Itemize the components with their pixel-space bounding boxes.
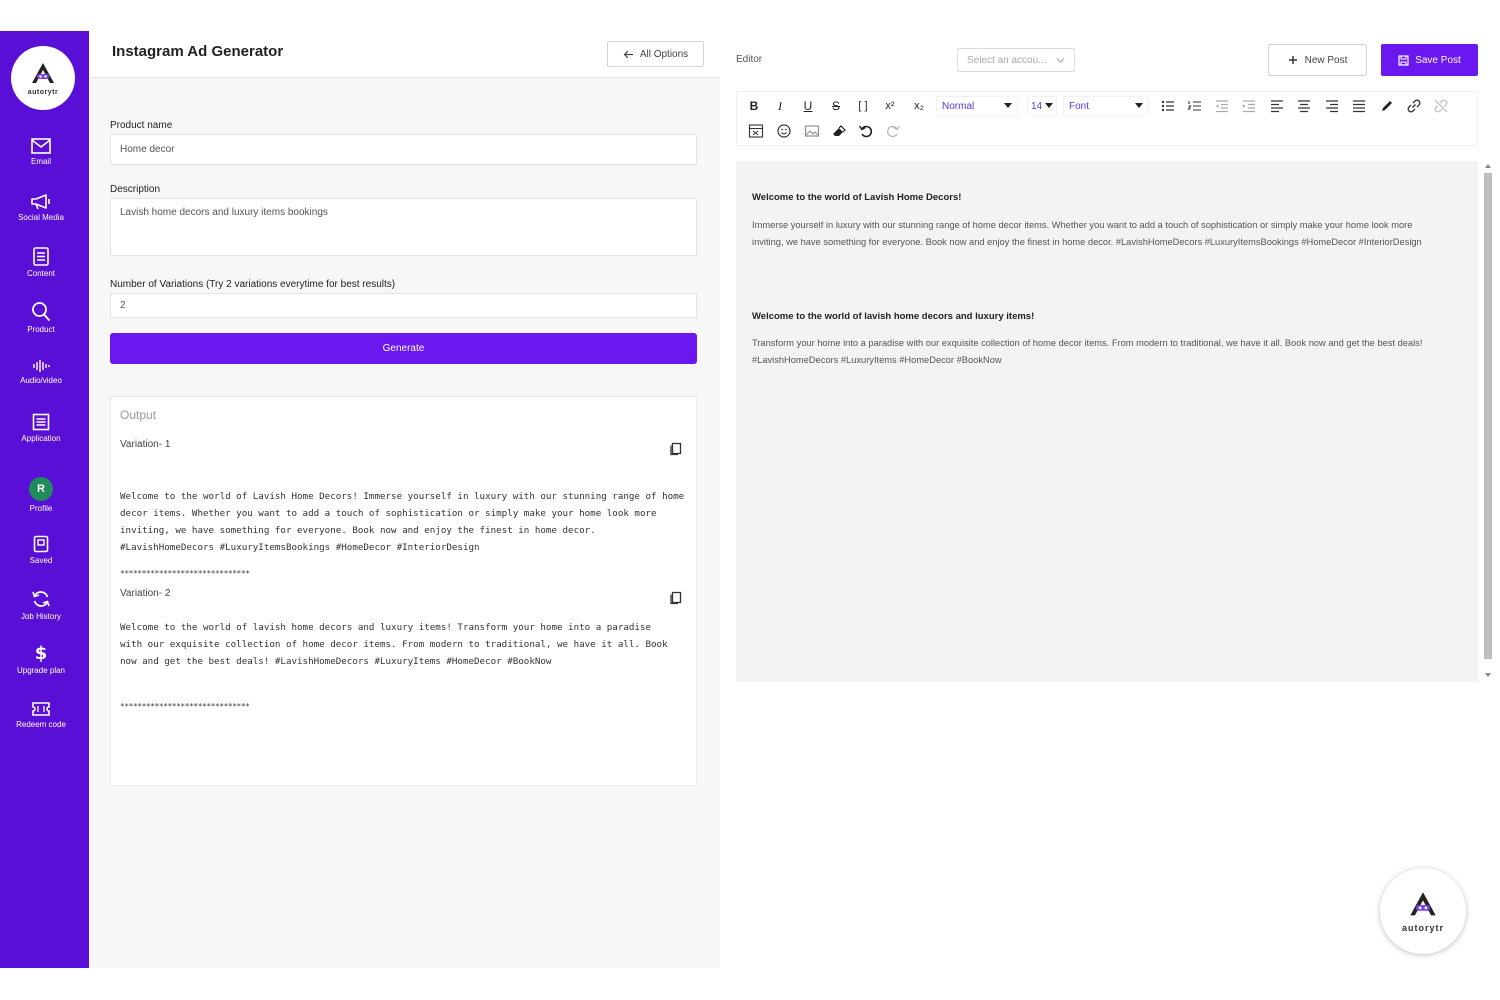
table-icon[interactable]	[747, 122, 765, 140]
sidebar-item-label: Saved	[29, 556, 53, 565]
variation-2-text: Welcome to the world of lavish home decors and luxury items! Transform your home into a paradise with our exquisite collection of home decor items. From modern to traditional, we have it all. Book now and get the best deals! #LavishHomeDecors #LuxuryItems #HomeDecor #BookNow	[120, 622, 668, 667]
refresh-icon	[31, 589, 51, 609]
variations-label: Number of Variations (Try 2 variations everytime for best results)	[110, 279, 396, 290]
save-post-button[interactable]	[1381, 44, 1478, 76]
document-icon	[32, 247, 50, 266]
emoji-icon[interactable]	[775, 122, 793, 140]
megaphone-icon	[30, 193, 52, 210]
saved-icon	[33, 535, 49, 553]
align-justify-icon[interactable]	[1350, 97, 1368, 115]
editor-toolbar	[736, 91, 1478, 146]
new-post-label: New Post	[1304, 54, 1348, 66]
editor-scrollbar[interactable]	[1482, 161, 1492, 682]
sidebar-item-label: Audio/video	[20, 376, 62, 385]
chevron-down-icon	[1056, 55, 1065, 65]
product-name-input[interactable]: Home decor	[110, 134, 697, 165]
select-account-placeholder: Select an accou...	[967, 55, 1047, 66]
font-size-select[interactable]	[1027, 96, 1057, 116]
sidebar-item-label: Redeem code	[16, 720, 66, 729]
variation-separator: ******************************	[120, 702, 250, 711]
image-icon[interactable]	[803, 122, 821, 140]
robot-icon	[1405, 890, 1441, 920]
bullet-list-icon[interactable]	[1159, 97, 1177, 115]
sidebar-item-content[interactable]	[0, 247, 82, 278]
sidebar-item-saved[interactable]	[0, 535, 82, 565]
scroll-thumb[interactable]	[1484, 173, 1492, 659]
sidebar-item-upgrade-plan[interactable]	[0, 643, 82, 675]
ticket-icon	[31, 701, 51, 717]
sidebar-item-label: Profile	[29, 504, 53, 513]
copy-icon[interactable]	[669, 591, 683, 605]
sidebar-item-redeem-code[interactable]	[0, 701, 82, 729]
caret-down-icon	[1135, 103, 1143, 109]
sidebar-item-label: Application	[21, 434, 61, 443]
generate-button[interactable]: Generate	[110, 333, 697, 364]
caret-down-icon	[1045, 103, 1053, 109]
avatar: R	[29, 477, 53, 501]
editor-content-area[interactable]	[736, 161, 1478, 682]
dollar-icon	[34, 643, 48, 663]
editor-heading-2: Welcome to the world of lavish home decors and luxury items!	[752, 311, 1035, 322]
search-icon	[31, 301, 51, 322]
mail-icon	[31, 138, 51, 154]
align-center-icon[interactable]	[1295, 97, 1313, 115]
link-icon[interactable]	[1405, 97, 1423, 115]
italic-button[interactable]: I	[778, 98, 782, 113]
align-left-icon[interactable]	[1268, 97, 1286, 115]
generator-header	[89, 31, 720, 78]
select-account-dropdown[interactable]	[957, 48, 1075, 72]
redo-icon[interactable]	[884, 122, 902, 140]
soundwave-icon	[32, 359, 50, 373]
underline-button[interactable]: U	[803, 99, 813, 113]
pencil-icon[interactable]	[1378, 97, 1396, 115]
save-post-label: Save Post	[1415, 54, 1461, 66]
logo-text: autorytr	[1401, 922, 1444, 933]
strike-button[interactable]: S	[831, 99, 840, 113]
sidebar-item-label: Product	[27, 325, 55, 334]
autorytr-logo[interactable]	[11, 46, 75, 110]
variation-separator: ******************************	[120, 569, 250, 578]
outdent-icon[interactable]	[1213, 97, 1231, 115]
sidebar-item-product[interactable]	[0, 301, 82, 334]
application-icon	[32, 413, 50, 431]
variation-1-label: Variation- 1	[120, 439, 171, 450]
editor-label: Editor	[736, 54, 763, 65]
sidebar-item-label: Content	[26, 269, 56, 278]
caret-down-icon	[1004, 103, 1012, 109]
editor-paragraph-2: Transform your home into a paradise with our exquisite collection of home decor items. From modern to traditional, we have it all. Book now and get the best deals! #LavishHomeDecors #LuxuryItems #HomeDecor #BookNow	[752, 338, 1423, 365]
sidebar-item-label: Email	[30, 157, 51, 166]
save-icon	[1398, 55, 1409, 66]
sidebar-item-audio-video[interactable]	[0, 359, 82, 385]
description-label: Description	[110, 184, 161, 195]
sidebar	[0, 31, 89, 968]
logo-text: autorytr	[27, 88, 59, 96]
output-box	[110, 396, 697, 786]
undo-icon[interactable]	[857, 122, 875, 140]
indent-icon[interactable]	[1240, 97, 1258, 115]
output-title: Output	[120, 408, 157, 422]
eraser-icon[interactable]	[830, 122, 848, 140]
variation-1-text: Welcome to the world of Lavish Home Decors! Immerse yourself in luxury with our stunning range of home decor items. Whether you want to add a touch of sophistication or simply make your home look more inviting, we have something for everyone. Book now and enjoy the finest in home decor. #LavishHomeDecors #LuxuryItemsBookings #HomeDecor #InteriorDesign	[120, 491, 685, 553]
product-name-label: Product name	[110, 120, 173, 131]
sidebar-item-job-history[interactable]	[0, 589, 82, 621]
variations-input[interactable]: 2	[110, 293, 697, 318]
subscript-button[interactable]: x₂	[914, 100, 924, 112]
sidebar-item-label: Job History	[20, 612, 61, 621]
editor-heading-1: Welcome to the world of Lavish Home Decors!	[752, 192, 962, 203]
sidebar-item-label: Social Media	[18, 213, 64, 222]
block-format-select[interactable]	[936, 96, 1018, 116]
generator-panel	[89, 31, 720, 968]
sidebar-item-label: Upgrade plan	[16, 666, 66, 675]
sidebar-item-application[interactable]	[0, 413, 82, 443]
sidebar-item-profile[interactable]	[0, 477, 82, 513]
robot-icon	[28, 61, 58, 87]
font-family-value: Font	[1069, 100, 1090, 112]
plus-icon	[1288, 55, 1298, 65]
editor-panel	[720, 31, 1500, 968]
numbered-list-icon[interactable]	[1186, 97, 1204, 115]
unlink-icon[interactable]	[1432, 97, 1450, 115]
all-options-button[interactable]	[607, 41, 704, 67]
scroll-down-icon[interactable]	[1483, 671, 1493, 679]
chat-bot-button[interactable]	[1380, 868, 1466, 954]
font-size-value: 14	[1031, 100, 1043, 112]
code-button[interactable]: [ ]	[858, 100, 868, 112]
scroll-up-icon[interactable]	[1483, 162, 1493, 170]
block-format-value: Normal	[942, 100, 975, 112]
copy-icon[interactable]	[669, 442, 683, 456]
font-family-select[interactable]	[1063, 96, 1149, 116]
page-title: Instagram Ad Generator	[112, 43, 284, 60]
description-textarea[interactable]: Lavish home decors and luxury items bookings	[110, 198, 697, 256]
superscript-button[interactable]: x²	[885, 100, 895, 112]
arrow-left-icon	[623, 50, 634, 59]
editor-paragraph-1: Immerse yourself in luxury with our stunning range of home decor items. Whether you want to add a touch of sophistication or simply make your home look more inviting, we have something for everyone. Book now and enjoy the finest in home decor. #LavishHomeDecors #LuxuryItemsBookings #HomeDecor #InteriorDesign	[752, 220, 1422, 247]
sidebar-item-social-media[interactable]	[0, 193, 82, 222]
bold-button[interactable]: B	[749, 99, 759, 113]
new-post-button[interactable]	[1268, 44, 1367, 76]
sidebar-item-email[interactable]	[0, 138, 82, 166]
all-options-label: All Options	[639, 48, 689, 60]
svg-text:$: $	[34, 643, 48, 663]
align-right-icon[interactable]	[1323, 97, 1341, 115]
variation-2-label: Variation- 2	[120, 588, 171, 599]
